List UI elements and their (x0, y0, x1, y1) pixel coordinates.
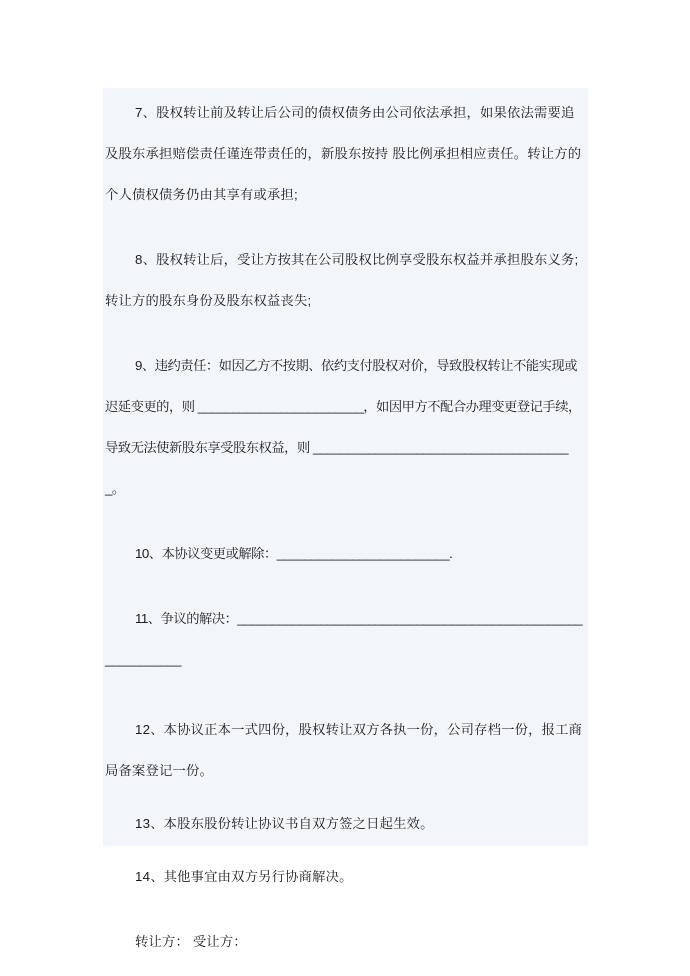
clause-paragraph-8: 8、股权转让后，受让方按其在公司股权比例享受股东权益并承担股东义务;转让方的股东身份及股东权益丧失; (105, 252, 579, 308)
clause-spacer (103, 215, 588, 239)
clause-paragraph-12: 12、本协议正本一式四份，股权转让双方各执一份，公司存档一份，报工商局备案登记一份。 (105, 722, 583, 778)
signature-line: 转让方： 受让方： (135, 934, 247, 949)
clause-paragraph-11: 11、争议的解决：_____________________________________________________________ (105, 611, 583, 667)
clause-spacer (103, 680, 588, 709)
clause-spacer (103, 509, 588, 533)
clause-spacer (103, 844, 588, 856)
clause-paragraph-10: 10、本协议变更或解除：_________________________. (135, 546, 453, 561)
clause-paragraph-14: 14、其他事宜由双方另行协商解决。 (135, 869, 353, 884)
clause-spacer (103, 791, 588, 803)
clause-spacer (103, 321, 588, 345)
signature-spacer (103, 897, 588, 921)
clause-paragraph-9: 9、违约责任：如因乙方不按期、依约支付股权对价，导致股权转让不能实现或迟延变更的，则 ________________________，如因甲方不配合办理变更登记手续，导致无法使新股东享受股东权益，则 ______________________________________。 (105, 358, 581, 496)
clause-spacer (103, 574, 588, 598)
clause-paragraph-7: 7、股权转让前及转让后公司的债权债务由公司依法承担，如果依法需要追及股东承担赔偿责任谨连带责任的，新股东按持 股比例承担相应责任。转让方的个人债权债务仍由其享有或承担; (105, 105, 582, 202)
clause-paragraph-13: 13、本股东股份转让协议书自双方签之日起生效。 (135, 816, 434, 831)
document-content-block (103, 88, 588, 949)
